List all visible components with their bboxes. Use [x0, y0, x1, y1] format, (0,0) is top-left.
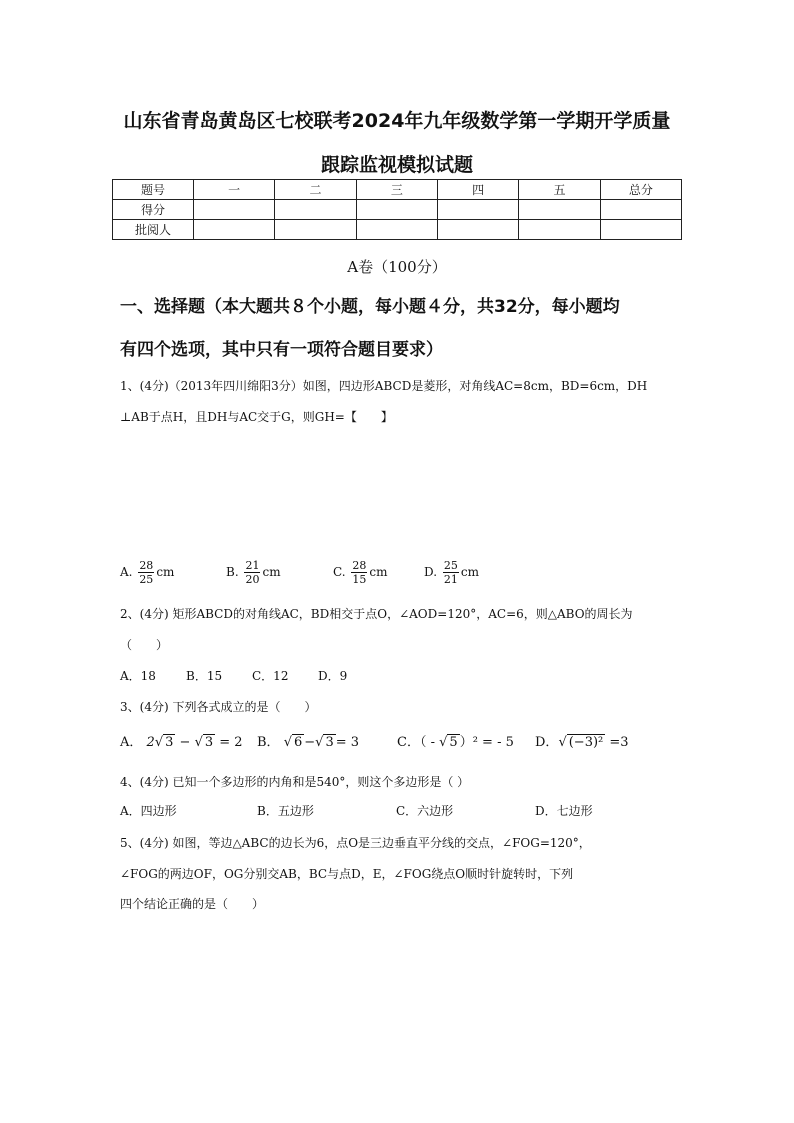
score-cell[interactable]	[437, 220, 518, 240]
q1-text-line1: 1、(4分)（2013年四川绵阳3分）如图，四边形ABCD是菱形，对角线AC=8cm，BD=6cm，DH	[120, 379, 648, 393]
score-cell[interactable]	[356, 220, 437, 240]
option-label: A．	[120, 735, 143, 750]
q5-text-line2: ∠FOG的两边OF，OG分别交AB，BC与点D，E，∠FOG绕点O顺时针旋转时，下列	[120, 867, 574, 881]
score-cell[interactable]	[600, 200, 681, 220]
q5-text-line3: 四个结论正确的是（ ）	[120, 897, 265, 911]
score-row-label: 批阅人	[113, 220, 194, 240]
score-cell[interactable]	[275, 220, 356, 240]
radicand: 5	[449, 735, 458, 750]
score-cell[interactable]	[519, 200, 600, 220]
fraction: $\frac{21}{20}$	[245, 559, 260, 586]
equals: = 2	[215, 735, 243, 750]
fraction: $\frac{28}{15}$	[352, 559, 367, 586]
option-label: D．	[535, 735, 559, 750]
q1-option-b[interactable]	[226, 559, 281, 586]
score-table-header-cell: 一	[194, 180, 275, 200]
q2-option-d[interactable]: D．9	[318, 669, 348, 683]
unit: cm	[460, 565, 479, 579]
radicand: (−3)²	[568, 735, 604, 750]
equals: = 3	[335, 735, 360, 750]
score-cell[interactable]	[194, 220, 275, 240]
q1-option-a[interactable]	[120, 559, 174, 586]
option-label: B．	[257, 735, 280, 750]
q4-option-c[interactable]: C．六边形	[396, 804, 454, 818]
expr-tail: =3	[605, 735, 629, 750]
score-table-row	[113, 220, 682, 240]
operator: −	[175, 735, 195, 750]
q1-text-line2: ⊥AB于点H，且DH与AC交于G，则GH=【 】	[120, 410, 393, 424]
q2-option-c[interactable]: C．12	[252, 669, 289, 683]
score-table-header-cell: 三	[356, 180, 437, 200]
q5-text-line1: 5、(4分) 如图，等边△ABC的边长为6，点O是三边垂直平分线的交点，∠FOG=120°，	[120, 836, 591, 850]
unit: cm	[262, 565, 281, 579]
expr-tail: ）² = - 5	[459, 735, 514, 750]
coef: 2	[146, 735, 155, 750]
q1-option-c[interactable]	[333, 559, 388, 586]
option-label: D.	[424, 565, 438, 579]
radicand: 6	[293, 735, 303, 750]
q4-text-line1: 4、(4分) 已知一个多边形的内角和是540°，则这个多边形是（ ）	[120, 775, 470, 789]
score-cell[interactable]	[437, 200, 518, 220]
q2-option-a[interactable]: A．18	[120, 669, 156, 683]
q3-option-d[interactable]: D．√ (−3)² =3	[535, 735, 629, 750]
score-table-header-cell: 五	[519, 180, 600, 200]
score-table-header-cell: 题号	[113, 180, 194, 200]
operator: −	[304, 735, 316, 750]
paren: （ -	[419, 735, 440, 750]
score-cell[interactable]	[356, 200, 437, 220]
score-table-header-cell: 四	[437, 180, 518, 200]
q4-option-b[interactable]: B．五边形	[257, 804, 314, 818]
unit: cm	[156, 565, 175, 579]
radicand: 3	[204, 735, 214, 750]
score-row-label: 得分	[113, 200, 194, 220]
q2-text-line2: （ ）	[120, 638, 169, 652]
option-label: C.	[333, 565, 346, 579]
q4-option-d[interactable]: D．七边形	[535, 804, 593, 818]
unit: cm	[369, 565, 388, 579]
radicand: 3	[325, 735, 334, 750]
option-label: C．	[397, 735, 420, 750]
q3-option-b[interactable]: B． √ 6 −√ 3 = 3	[257, 735, 360, 750]
fraction: $\frac{25}{21}$	[443, 559, 458, 586]
q4-option-a[interactable]: A．四边形	[120, 804, 177, 818]
q2-option-b[interactable]: B．15	[186, 669, 223, 683]
q3-text-line1: 3、(4分) 下列各式成立的是（ ）	[120, 700, 317, 714]
fraction: $\frac{28}{25}$	[139, 559, 154, 586]
score-cell[interactable]	[194, 200, 275, 220]
q1-option-d[interactable]	[424, 559, 479, 586]
option-label: B.	[226, 565, 239, 579]
score-table-row	[113, 200, 682, 220]
score-cell[interactable]	[519, 220, 600, 240]
score-table-header-cell: 二	[275, 180, 356, 200]
exam-title-line1: 山东省青岛黄岛区七校联考2024年九年级数学第一学期开学质量	[123, 110, 671, 132]
q3-option-a[interactable]: A． 2√ 3 − √ 3 = 2	[120, 735, 243, 750]
option-label: A.	[120, 565, 133, 579]
q3-option-c[interactable]: C．（ - √ 5 ）² = - 5	[397, 735, 514, 750]
score-cell[interactable]	[275, 200, 356, 220]
part1-heading-line1: 一、选择题（本大题共８个小题，每小题４分，共32分，每小题均	[120, 297, 620, 317]
score-table-header-cell: 总分	[600, 180, 681, 200]
section-a-heading: A卷（100分）	[347, 258, 447, 276]
exam-title-line2: 跟踪监视模拟试题	[320, 154, 473, 176]
radicand: 3	[165, 735, 174, 750]
score-table	[112, 179, 682, 240]
score-cell[interactable]	[600, 220, 681, 240]
part1-heading-line2: 有四个选项，其中只有一项符合题目要求）	[120, 340, 443, 360]
q2-text-line1: 2、(4分) 矩形ABCD的对角线AC，BD相交于点O，∠AOD=120°，AC=6，则△ABO的周长为	[120, 607, 633, 621]
score-table-header-row	[113, 180, 682, 200]
